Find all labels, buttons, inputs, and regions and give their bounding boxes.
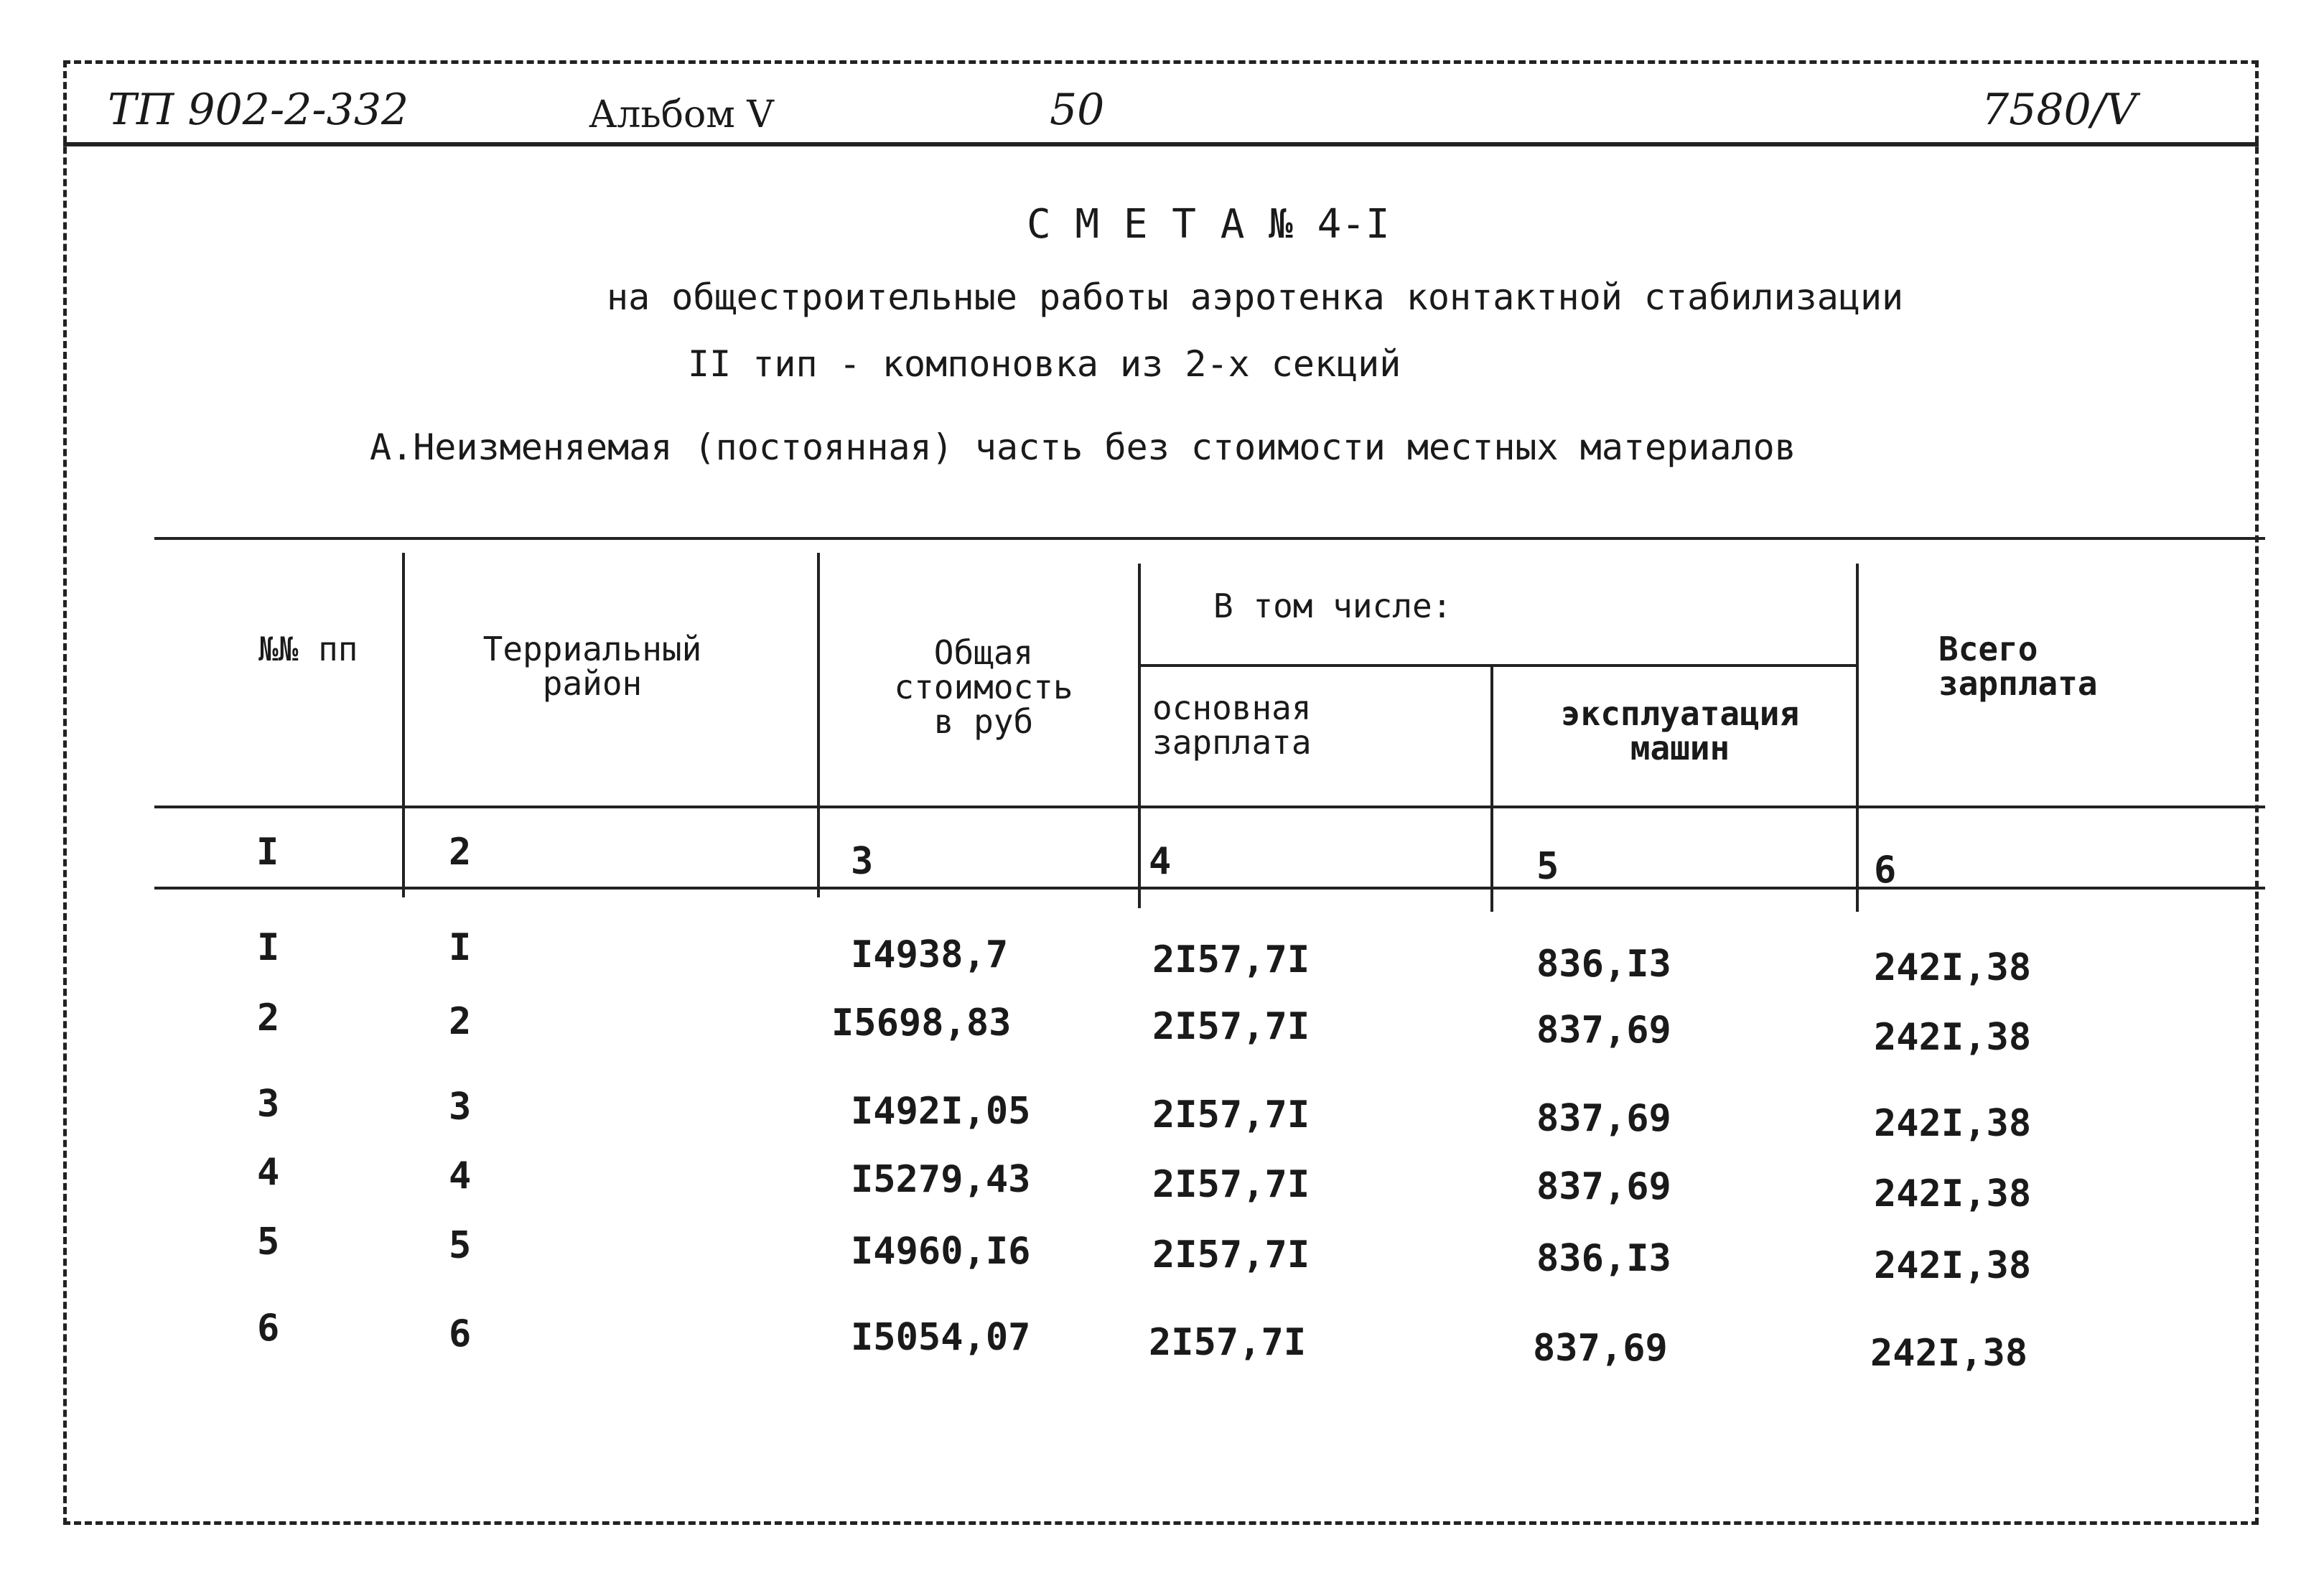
header-all-wage: Всего зарплата <box>1938 630 2098 703</box>
row-3-num: 3 <box>257 1083 280 1126</box>
col-divider-4 <box>1490 664 1493 912</box>
row-1-num: I <box>257 926 280 969</box>
row-5-num: 5 <box>257 1220 280 1264</box>
document-title: С М Е Т А № 4-I <box>1027 201 1390 248</box>
sheet-number: 7580/V <box>1982 85 2137 135</box>
row-2-machines: 837,69 <box>1536 1009 1671 1052</box>
row-4-num: 4 <box>257 1151 280 1194</box>
row-5-total: I4960,I6 <box>851 1230 1031 1273</box>
row-5-wage: 2I57,7I <box>1152 1233 1310 1276</box>
subtitle-line-1: на общестроительные работы аэротенка контактной стабилизации <box>607 276 1904 318</box>
row-2-wage: 2I57,7I <box>1152 1005 1310 1048</box>
project-code: ТП 902-2-332 <box>108 85 409 135</box>
row-3-region: 3 <box>449 1086 472 1129</box>
table-top-rule <box>154 537 2265 540</box>
row-3-wage: 2I57,7I <box>1152 1093 1310 1136</box>
row-4-wage: 2I57,7I <box>1152 1163 1310 1206</box>
row-6-wage: 2I57,7I <box>1149 1321 1307 1364</box>
row-6-num: 6 <box>257 1307 280 1350</box>
header-num: №№ пп <box>258 630 358 668</box>
header-rule <box>63 142 2259 146</box>
section-title: А.Неизменяемая (постоянная) часть без стоимости местных материалов <box>370 426 1796 468</box>
row-5-region: 5 <box>449 1224 472 1267</box>
album-label: Альбом V <box>589 93 774 136</box>
header-machines: эксплуатация машин <box>1560 694 1800 767</box>
row-3-all-wage: 242I,38 <box>1874 1102 2032 1145</box>
row-6-region: 6 <box>449 1312 472 1355</box>
colnum-3: 3 <box>851 840 874 883</box>
header-total: Общая стоимость в руб <box>894 633 1073 741</box>
row-1-machines: 836,I3 <box>1536 943 1671 986</box>
col-divider-2 <box>817 553 820 897</box>
row-6-machines: 837,69 <box>1533 1327 1668 1370</box>
row-6-total: I5054,07 <box>851 1316 1031 1359</box>
col-divider-1 <box>402 553 405 897</box>
colnum-6: 6 <box>1874 849 1897 892</box>
header-bottom-rule <box>154 806 2265 808</box>
row-3-total: I492I,05 <box>851 1090 1031 1133</box>
row-4-machines: 837,69 <box>1536 1165 1671 1208</box>
row-5-machines: 836,I3 <box>1536 1237 1671 1280</box>
row-2-region: 2 <box>449 1000 472 1043</box>
subtitle-line-2: II тип - компоновка из 2-х секций <box>688 343 1401 385</box>
colnum-4: 4 <box>1149 840 1172 883</box>
row-4-total: I5279,43 <box>851 1158 1031 1201</box>
col-divider-3 <box>1138 564 1141 908</box>
row-4-region: 4 <box>449 1154 472 1197</box>
header-wage: основная зарплата <box>1152 688 1312 762</box>
colnum-bottom-rule <box>154 887 2265 890</box>
colnum-5: 5 <box>1536 845 1559 888</box>
header-region: Терриальный район <box>482 630 702 703</box>
row-1-region: I <box>449 926 472 969</box>
header-including: В том числе: <box>1213 587 1452 625</box>
including-divider <box>1140 664 1856 667</box>
row-6-all-wage: 242I,38 <box>1870 1332 2028 1375</box>
row-2-total: I5698,83 <box>831 1002 1012 1045</box>
row-1-wage: 2I57,7I <box>1152 938 1310 981</box>
row-1-total: I4938,7 <box>851 933 1009 976</box>
colnum-2: 2 <box>449 831 472 874</box>
row-3-machines: 837,69 <box>1536 1097 1671 1140</box>
row-4-all-wage: 242I,38 <box>1874 1172 2032 1215</box>
row-5-all-wage: 242I,38 <box>1874 1244 2032 1287</box>
colnum-1: I <box>256 831 279 874</box>
col-divider-5 <box>1856 564 1859 912</box>
row-2-all-wage: 242I,38 <box>1874 1016 2032 1059</box>
row-2-num: 2 <box>257 996 280 1040</box>
row-1-all-wage: 242I,38 <box>1874 946 2032 989</box>
page-number: 50 <box>1050 85 1105 135</box>
